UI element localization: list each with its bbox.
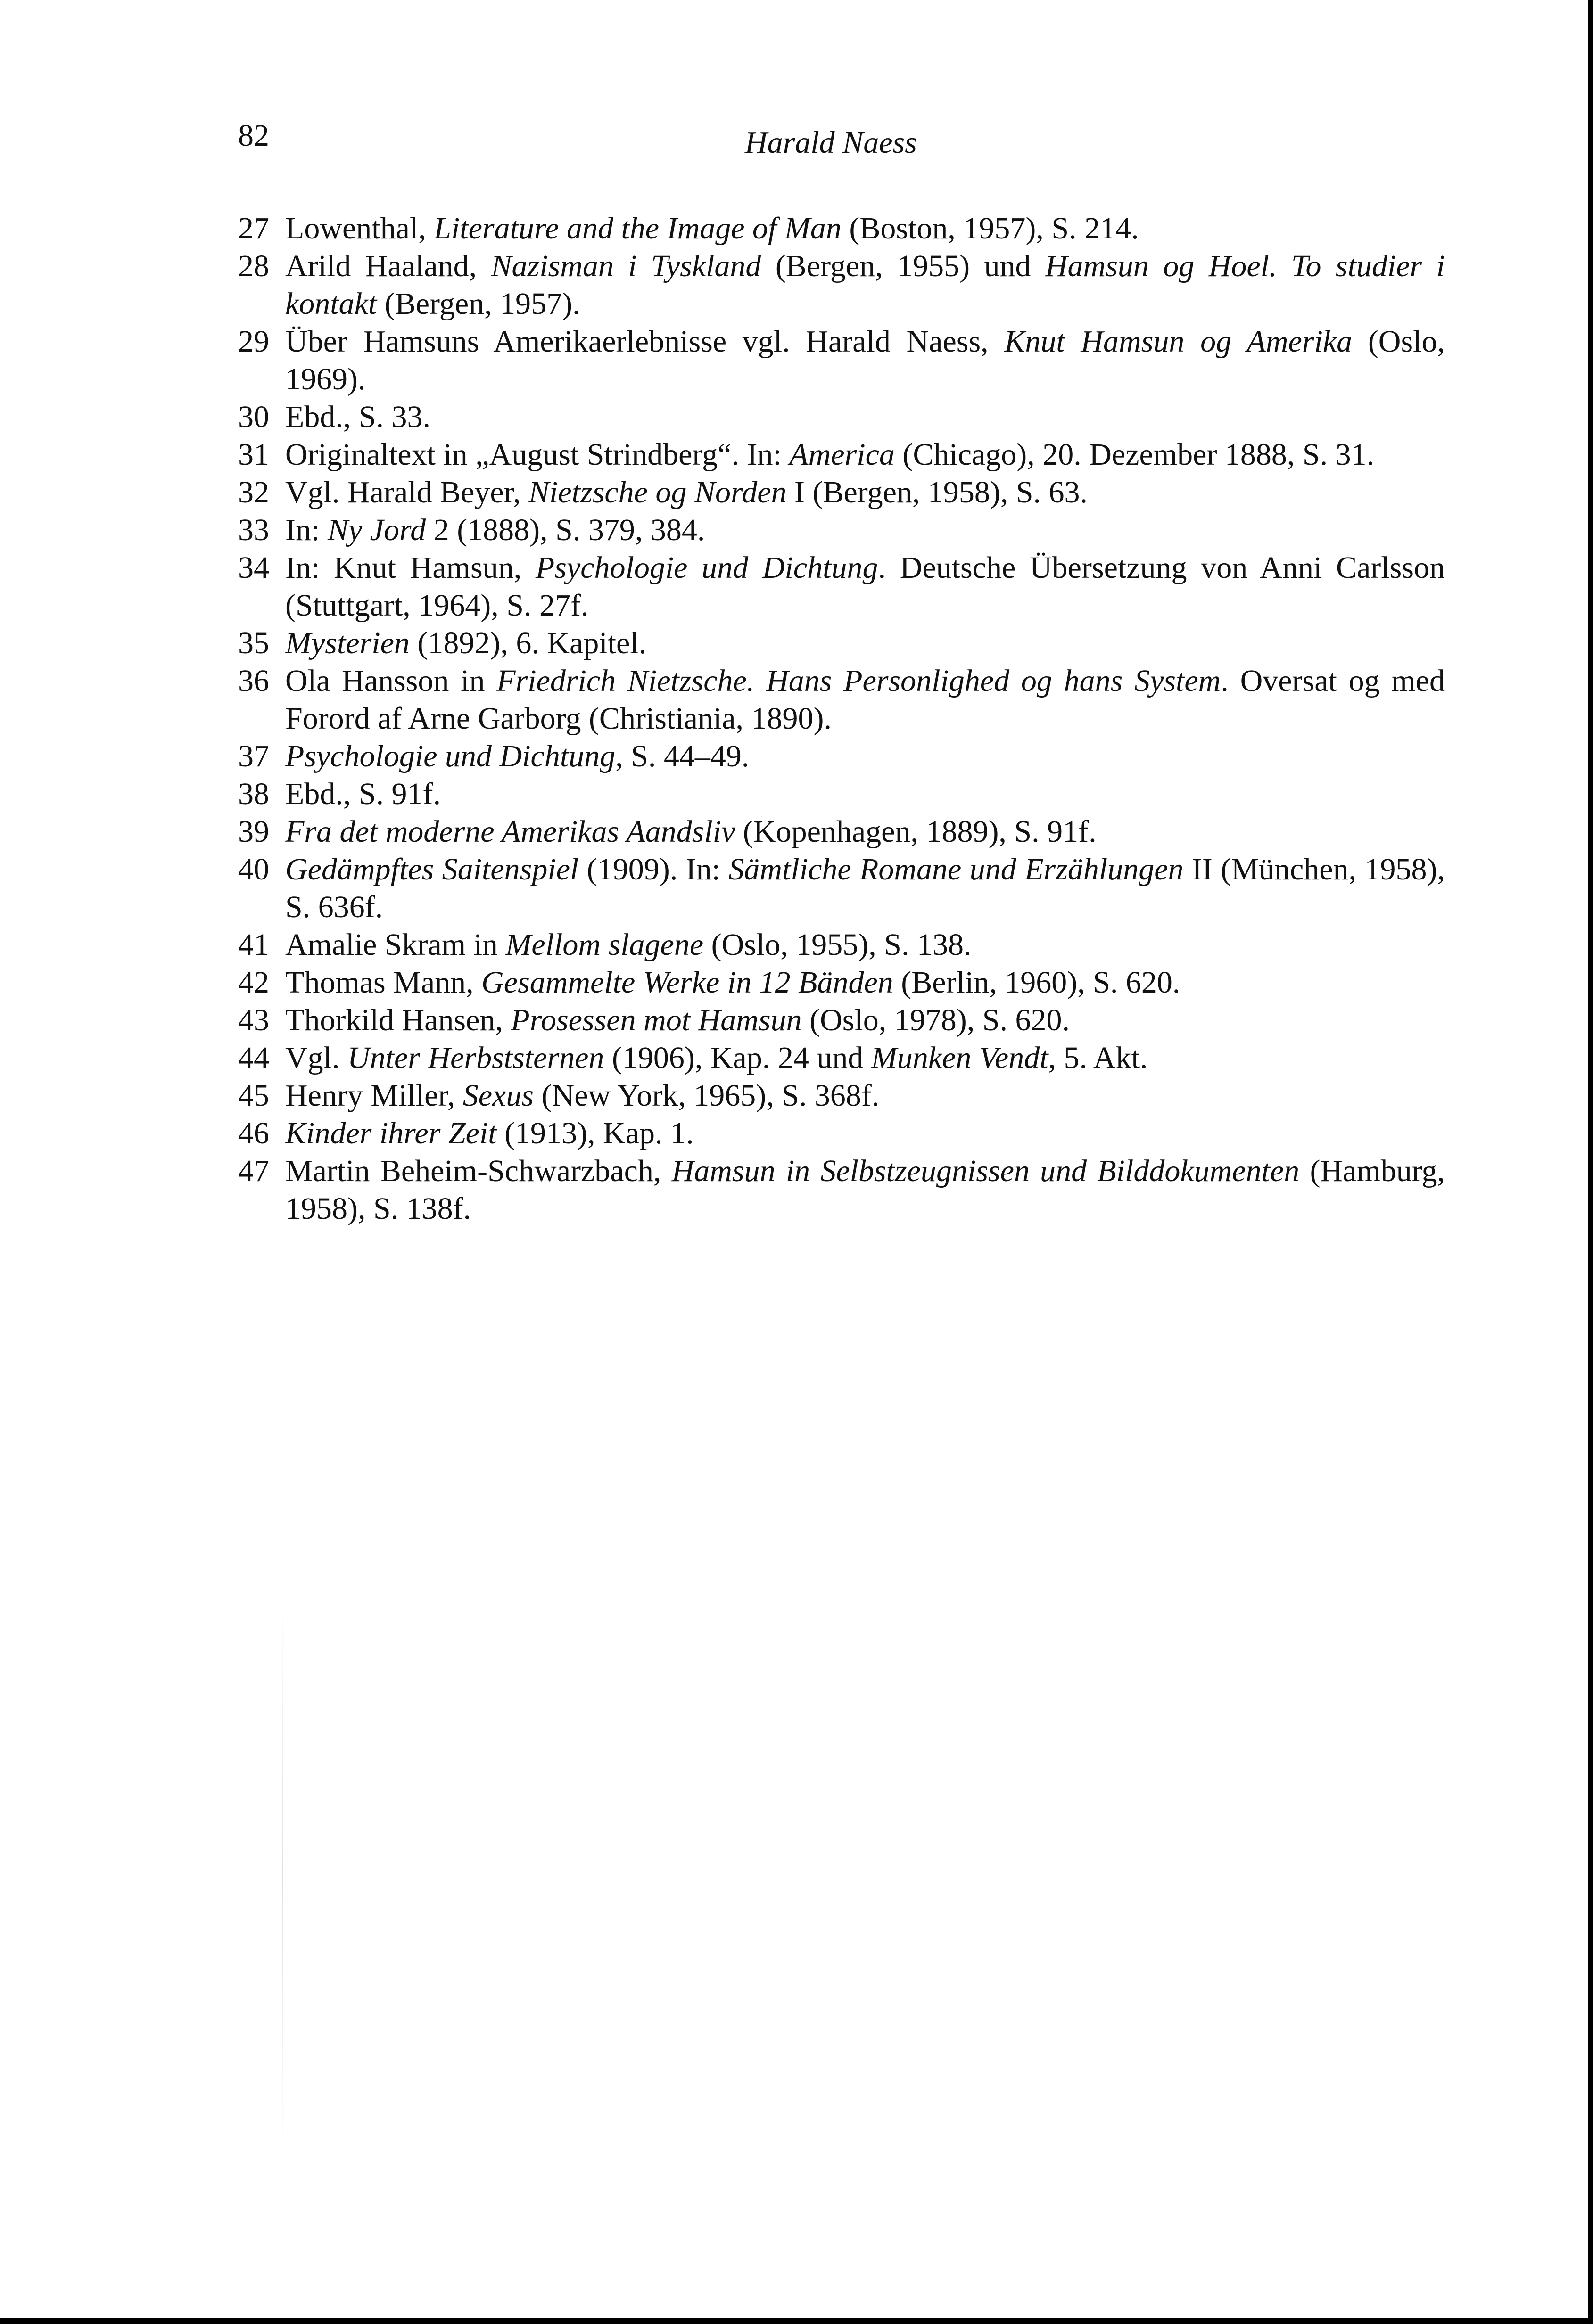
endnote-32 [238,474,1445,511]
endnote-text-segment: Über Hamsuns Amerikaerlebnisse vgl. Harald Naess, [285,324,1005,359]
endnote-number: 30 [238,400,269,434]
endnote-text [285,549,1445,624]
endnote-text-segment: 2 (1888), S. 379, 384. [426,513,705,547]
endnote-text-segment: (Oslo, 1955), S. 138. [703,928,972,962]
endnote-text-segment: (1892), 6. Kapitel. [409,626,647,660]
scan-artifact-line [282,1593,283,2159]
endnote-title-segment: Nazisman i Tyskland [491,249,761,283]
endnote-number: 28 [238,249,269,283]
endnote-30 [238,398,1445,436]
endnote-text-segment: (Bergen, 1955) und [761,249,1045,283]
endnote-text [285,964,1445,1002]
endnote-text [285,813,1445,851]
endnote-title-segment: Psychologie und Dichtung [285,739,616,773]
endnote-40 [238,851,1445,926]
endnote-text-segment: (1909). In: [578,852,729,887]
endnote-38 [238,775,1445,813]
endnote-46 [238,1115,1445,1152]
endnote-text-segment: Ebd., S. 33. [285,400,431,434]
endnote-number: 34 [238,550,269,585]
endnote-text-segment: (New York, 1965), S. 368f. [534,1078,880,1113]
endnote-44 [238,1039,1445,1077]
endnote-number: 27 [238,211,269,246]
endnote-title-segment: Unter Herbststernen [347,1041,604,1075]
endnote-title-segment: Gesammelte Werke in 12 Bänden [481,965,893,1000]
endnote-number: 40 [238,852,269,887]
endnote-number: 47 [238,1154,269,1188]
endnote-text-segment: (Boston, 1957), S. 214. [841,211,1139,246]
endnote-text [285,1077,1445,1115]
endnote-title-segment: Fra det moderne Amerikas Aandsliv [285,814,735,849]
endnote-number: 44 [238,1041,269,1075]
endnote-28 [238,247,1445,323]
endnote-number: 33 [238,513,269,547]
endnote-number: 45 [238,1078,269,1113]
endnote-34 [238,549,1445,624]
endnote-text-segment: , S. 44–49. [615,739,750,773]
endnote-text-segment: Vgl. Harald Beyer, [285,475,529,509]
endnote-text [285,511,1445,549]
endnote-text-segment: (Oslo, 1978), S. 620. [801,1003,1070,1037]
endnote-text [285,398,1445,436]
endnote-text [285,926,1445,964]
endnote-text [285,1115,1445,1152]
endnote-31 [238,436,1445,474]
endnote-text-segment: Arild Haaland, [285,249,491,283]
endnote-number: 36 [238,664,269,698]
endnote-title-segment: Psychologie und Dichtung [535,550,878,585]
endnote-37 [238,738,1445,775]
scan-edge-right [1588,0,1593,2324]
endnote-41 [238,926,1445,964]
endnote-text-segment: In: Knut Hamsun, [285,550,536,585]
endnote-47 [238,1152,1445,1228]
endnote-text [285,247,1445,323]
endnote-text-segment: (1906), Kap. 24 und [604,1041,871,1075]
endnote-title-segment: Munken Vendt [871,1041,1048,1075]
endnote-text-segment: (Kopenhagen, 1889), S. 91f. [735,814,1097,849]
endnote-number: 29 [238,324,269,359]
endnote-text-segment: . Oversat og med Forord af Arne Garborg (Christiania, 1890). [285,664,1445,736]
endnote-42 [238,964,1445,1002]
endnote-text-segment: Henry Miller, [285,1078,463,1113]
endnote-text-segment: In: [285,513,328,547]
endnote-text-segment: II (München, 1958), S. 636f. [285,852,1445,924]
endnote-number: 31 [238,437,269,472]
endnote-text [285,662,1445,738]
running-head: Harald Naess [745,125,917,160]
endnote-text-segment: Thomas Mann, [285,965,482,1000]
endnote-text-segment: Amalie Skram in [285,928,506,962]
endnote-39 [238,813,1445,851]
endnote-36 [238,662,1445,738]
endnote-title-segment: Friedrich Nietzsche. Hans Personlighed og hans System [496,664,1221,698]
endnote-title-segment: Ny Jord [327,513,426,547]
endnote-text [285,851,1445,926]
endnote-text [285,775,1445,813]
endnote-text-segment: . Deutsche Übersetzung von Anni Carlsson (Stuttgart, 1964), S. 27f. [285,550,1445,623]
endnote-number: 46 [238,1116,269,1150]
endnote-33 [238,511,1445,549]
endnote-text-segment: (Oslo, 1969). [285,324,1445,396]
endnote-number: 39 [238,814,269,849]
endnote-title-segment: Prosessen mot Hamsun [511,1003,802,1037]
page-number: 82 [238,118,269,153]
endnotes-list [238,210,1445,1228]
endnote-title-segment: Literature and the Image of Man [434,211,842,246]
endnote-title-segment: Knut Hamsun og Amerika [1004,324,1353,359]
endnote-number: 42 [238,965,269,1000]
endnote-text-segment: I (Bergen, 1958), S. 63. [786,475,1088,509]
endnote-number: 35 [238,626,269,660]
endnote-title-segment: Kinder ihrer Zeit [285,1116,497,1150]
endnote-number: 38 [238,777,269,811]
endnote-text [285,1039,1445,1077]
endnote-text-segment: Lowenthal, [285,211,434,246]
endnote-title-segment: America [789,437,895,472]
endnote-text [285,624,1445,662]
endnote-title-segment: Gedämpftes Saitenspiel [285,852,579,887]
endnote-title-segment: Sexus [462,1078,534,1113]
endnote-text [285,1152,1445,1228]
endnote-text-segment: Originaltext in „August Strindberg“. In: [285,437,790,472]
endnote-title-segment: Mysterien [285,626,410,660]
endnote-text-segment: Vgl. [285,1041,347,1075]
endnote-27 [238,210,1445,247]
endnote-text-segment: (Hamburg, 1958), S. 138f. [285,1154,1445,1226]
endnote-text [285,474,1445,511]
endnote-45 [238,1077,1445,1115]
endnote-text-segment: Thorkild Hansen, [285,1003,511,1037]
endnote-text [285,738,1445,775]
endnote-43 [238,1002,1445,1039]
endnote-35 [238,624,1445,662]
endnote-title-segment: Hamsun og Hoel. To studier i kontakt [285,249,1445,321]
endnote-text [285,323,1445,398]
endnote-title-segment: Hamsun in Selbstzeugnissen und Bilddokumenten [671,1154,1300,1188]
endnote-number: 43 [238,1003,269,1037]
endnote-text-segment: (Chicago), 20. Dezember 1888, S. 31. [894,437,1375,472]
endnote-text [285,210,1445,247]
endnote-29 [238,323,1445,398]
endnote-title-segment: Sämtliche Romane und Erzählungen [728,852,1184,887]
endnote-text-segment: (1913), Kap. 1. [496,1116,694,1150]
endnote-text [285,436,1445,474]
endnote-title-segment: Mellom slagene [505,928,704,962]
endnote-text-segment: (Bergen, 1957). [377,287,580,321]
endnote-title-segment: Nietzsche og Norden [528,475,787,509]
endnote-text-segment: , 5. Akt. [1048,1041,1148,1075]
scan-edge-bottom [0,2318,1593,2324]
endnote-text-segment: Ola Hansson in [285,664,497,698]
endnote-number: 41 [238,928,269,962]
endnote-text-segment: Martin Beheim-Schwarzbach, [285,1154,672,1188]
endnote-text [285,1002,1445,1039]
endnote-text-segment: (Berlin, 1960), S. 620. [893,965,1180,1000]
endnote-number: 32 [238,475,269,509]
endnote-text-segment: Ebd., S. 91f. [285,777,441,811]
endnote-number: 37 [238,739,269,773]
